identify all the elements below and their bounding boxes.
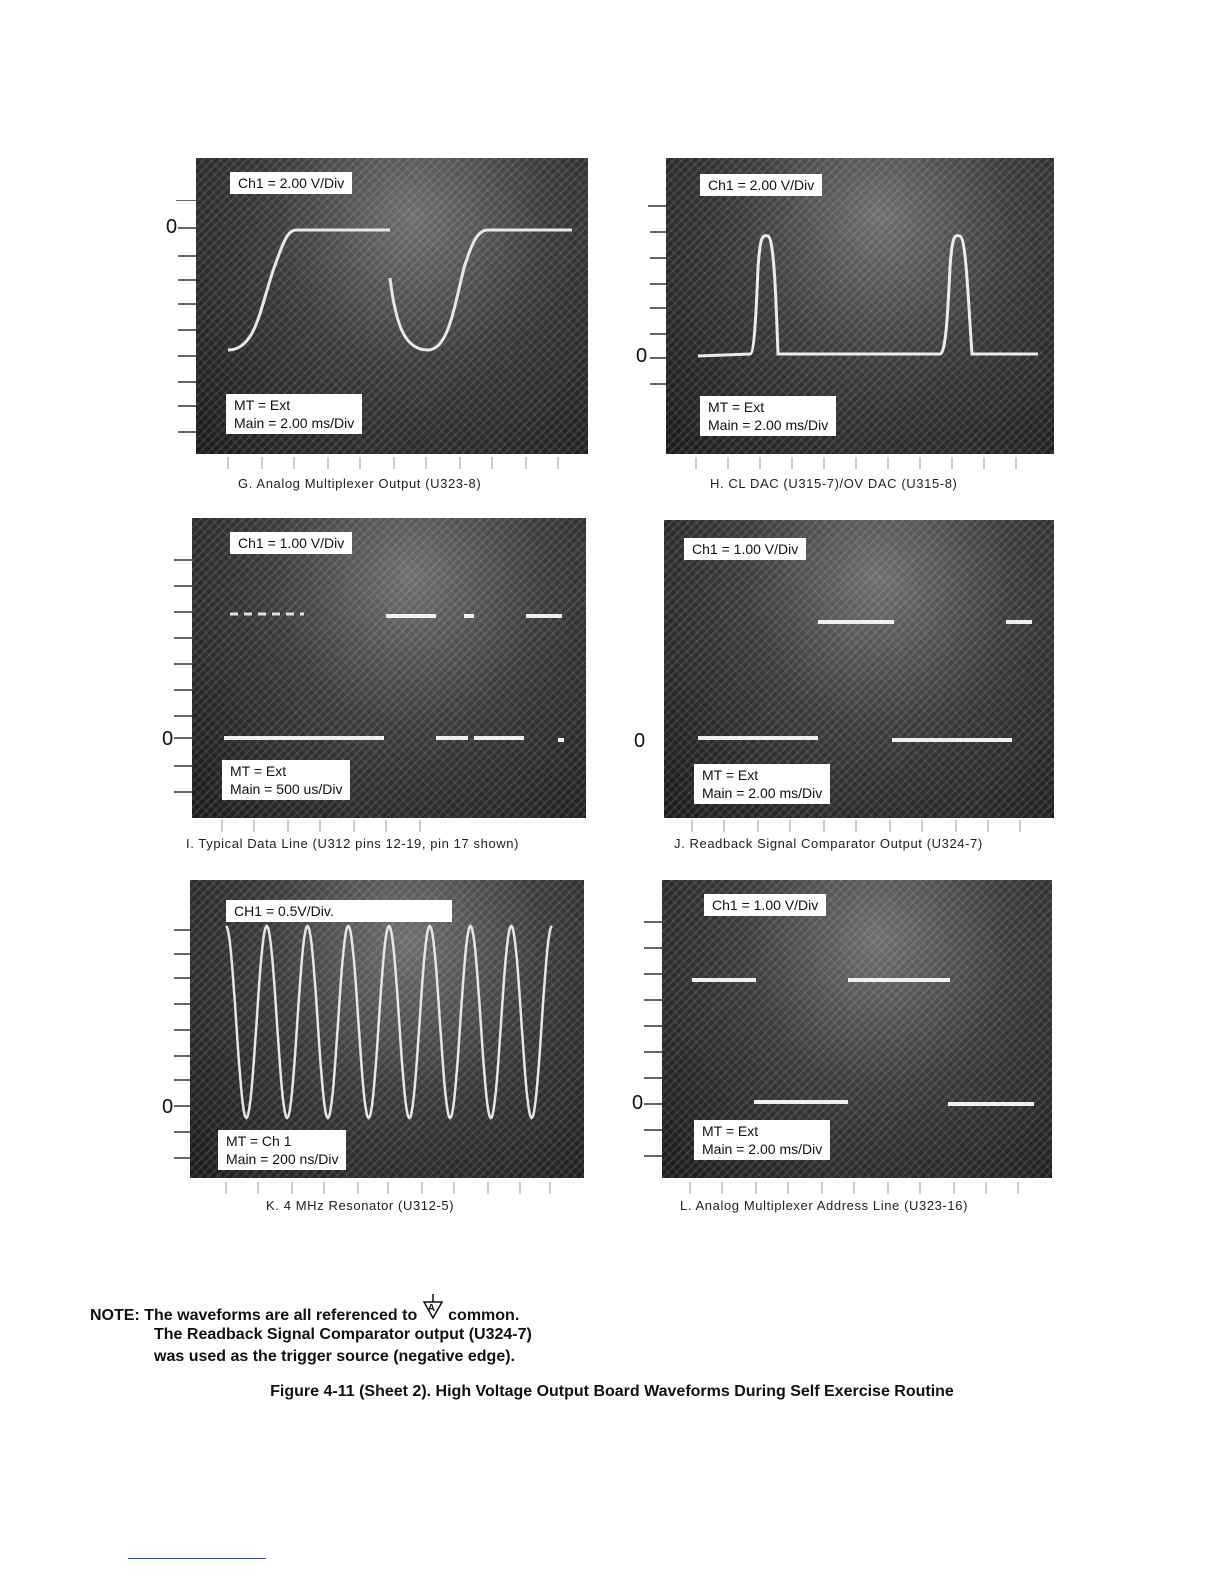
panel-caption: G. Analog Multiplexer Output (U323-8) — [238, 476, 482, 491]
oscilloscope-screen-k — [190, 880, 584, 1178]
timebase-label: MT = Ext Main = 2.00 ms/Div — [226, 394, 362, 434]
vertical-ticks-g — [174, 200, 198, 440]
analog-common-symbol-text: A — [427, 1303, 435, 1314]
channel-scale-label: Ch1 = 2.00 V/Div — [230, 172, 352, 194]
oscilloscope-screen-l — [662, 880, 1052, 1178]
panel-caption: J. Readback Signal Comparator Output (U324-7) — [674, 836, 983, 851]
vertical-ticks-h — [646, 204, 670, 444]
footer-rule — [128, 1558, 266, 1559]
channel-scale-label: Ch1 = 1.00 V/Div — [684, 538, 806, 560]
oscilloscope-screen-i — [192, 518, 586, 818]
note-line-1a: The waveforms are all referenced to — [144, 1307, 418, 1324]
zero-level-label: 0 — [162, 1096, 174, 1118]
channel-scale-label: CH1 = 0.5V/Div. — [226, 900, 452, 922]
zero-level-label: 0 — [636, 345, 648, 367]
timebase-label: MT = Ext Main = 2.00 ms/Div — [700, 396, 836, 436]
zero-level-label: 0 — [632, 1092, 644, 1114]
timebase-label: MT = Ext Main = 2.00 ms/Div — [694, 1120, 830, 1160]
horizontal-ticks-j — [686, 818, 1032, 834]
oscilloscope-screen-h — [666, 158, 1054, 454]
note-line-3: was used as the trigger source (negative edge). — [154, 1348, 515, 1365]
channel-scale-label: Ch1 = 1.00 V/Div — [230, 532, 352, 554]
note-line-1b: common. — [448, 1307, 520, 1324]
panel-caption: K. 4 MHz Resonator (U312-5) — [266, 1198, 455, 1213]
horizontal-ticks-g — [222, 455, 592, 471]
sine-trace — [226, 926, 552, 1118]
vertical-ticks-i — [170, 558, 194, 798]
timebase-label: MT = Ext Main = 500 us/Div — [222, 760, 350, 800]
timebase-label: MT = Ext Main = 2.00 ms/Div — [694, 764, 830, 804]
oscilloscope-screen-g — [196, 158, 588, 454]
panel-caption: I. Typical Data Line (U312 pins 12-19, pin 17 shown) — [186, 836, 520, 851]
horizontal-ticks-l — [684, 1180, 1030, 1196]
horizontal-ticks-h — [690, 455, 1030, 471]
channel-scale-label: Ch1 = 1.00 V/Div — [704, 894, 826, 916]
oscilloscope-screen-j — [664, 520, 1054, 818]
vertical-ticks-l — [640, 920, 664, 1166]
zero-level-label: 0 — [162, 728, 174, 750]
zero-level-label: 0 — [634, 730, 646, 752]
horizontal-ticks-k — [222, 1180, 558, 1196]
note-prefix: NOTE: — [90, 1307, 140, 1324]
horizontal-ticks-i — [218, 818, 448, 834]
panel-caption: H. CL DAC (U315-7)/OV DAC (U315-8) — [710, 476, 958, 491]
note-block — [90, 1304, 519, 1325]
figure-title: Figure 4-11 (Sheet 2). High Voltage Output Board Waveforms During Self Exercise Routine — [270, 1383, 954, 1400]
note-line-2: The Readback Signal Comparator output (U324-7) — [154, 1326, 532, 1343]
panel-caption: L. Analog Multiplexer Address Line (U323-16) — [680, 1198, 968, 1213]
zero-level-label: 0 — [166, 216, 178, 238]
channel-scale-label: Ch1 = 2.00 V/Div — [700, 174, 822, 196]
timebase-label: MT = Ch 1 Main = 200 ns/Div — [218, 1130, 346, 1170]
vertical-ticks-k — [170, 928, 194, 1168]
analog-common-symbol-icon — [422, 1304, 444, 1322]
